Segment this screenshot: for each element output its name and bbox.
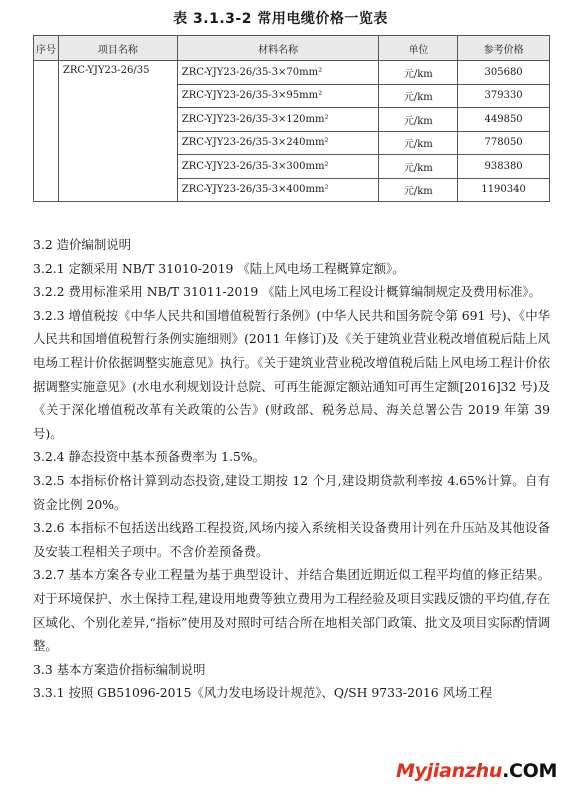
paragraph-3-2-4: 3.2.4 静态投资中基本预备费率为 1.5%。 bbox=[33, 449, 265, 465]
paragraph-3-2-3: 3.2.3 增值税按《中华人民共和国增值税暂行条例》(中华人民共和国务院令第 691 号)、《中华人民共和国增值税暂行条例实施细则》(2011 年修订)及《关于建筑业营业税改增值税后陆上风电场工程计价依据调整实施意见》执行。《关于建筑业营业税改增值税后陆上风电场工程计价依据调整实施意见》(水电水利规划设计总院、可再生能源定额站通知可再生定额[2016]32 号)及《关于深化增值税改革有关政策的公告》(财政部、税务总局、海关总署公告 2019 年第 39 号)。 bbox=[33, 307, 550, 441]
header-reference-price: 参考价格 bbox=[458, 36, 550, 61]
material-cell: ZRC-YJY23-26/35-3×95mm² bbox=[177, 84, 379, 108]
section-heading-3-2: 3.2 造价编制说明 bbox=[33, 237, 131, 252]
material-cell: ZRC-YJY23-26/35-3×70mm² bbox=[177, 61, 379, 85]
site-watermark bbox=[396, 760, 557, 782]
material-cell: ZRC-YJY23-26/35-3×120mm² bbox=[177, 108, 379, 132]
price-cell: 449850 bbox=[458, 108, 550, 132]
price-cell: 778050 bbox=[458, 131, 550, 155]
header-unit: 单位 bbox=[379, 36, 458, 61]
unit-cell: 元/km bbox=[379, 61, 458, 85]
price-cell: 305680 bbox=[458, 61, 550, 85]
price-cell: 938380 bbox=[458, 155, 550, 179]
paragraph-3-3-1: 3.3.1 按照 GB51096-2015《风力发电场设计规范》、Q/SH 9733-2016 风场工程 bbox=[33, 685, 493, 701]
material-cell: ZRC-YJY23-26/35-3×400mm² bbox=[177, 178, 379, 202]
material-cell: ZRC-YJY23-26/35-3×240mm² bbox=[177, 131, 379, 155]
header-project-name: 项目名称 bbox=[58, 36, 177, 61]
unit-cell: 元/km bbox=[379, 84, 458, 108]
paragraph-3-2-6: 3.2.6 本指标不包括送出线路工程投资,风场内接入系统相关设备费用计列在升压站及其他设备及安装工程相关子项中。不含价差预备费。 bbox=[33, 520, 550, 559]
paragraph-3-2-2: 3.2.2 费用标准采用 NB/T 31011-2019 《陆上风电场工程设计概算编制规定及费用标准》。 bbox=[33, 284, 541, 300]
table-row bbox=[34, 61, 550, 85]
cable-price-table bbox=[33, 35, 550, 202]
paragraph-3-2-5: 3.2.5 本指标价格计算到动态投资,建设工期按 12 个月,建设期贷款利率按 4.65%计算。自有资金比例 20%。 bbox=[33, 472, 550, 512]
table-title: 表 3.1.3-2 常用电缆价格一览表 bbox=[173, 11, 388, 27]
unit-cell: 元/km bbox=[379, 178, 458, 202]
unit-cell: 元/km bbox=[379, 108, 458, 132]
watermark-domain: .COM bbox=[502, 760, 558, 782]
cost-notes-body bbox=[33, 233, 550, 705]
paragraph-3-2-7: 3.2.7 基本方案各专业工程量为基于典型设计、并结合集团近期近似工程平均值的修正结果。对于环境保护、水土保持工程,建设用地费等独立费用为工程经验及项目实践反馈的平均值,存在区域化、个别化差异,“指标”使用及对照时可结合所在地相关部门政策、批文及项目实际酌情调整。 bbox=[33, 567, 550, 654]
header-index: 序号 bbox=[34, 36, 59, 61]
project-name-cell: ZRC-YJY23-26/35 bbox=[58, 61, 177, 202]
header-material-name: 材料名称 bbox=[177, 36, 379, 61]
watermark-name: Myjianzhu bbox=[396, 760, 503, 782]
paragraph-3-2-1: 3.2.1 定额采用 NB/T 31010-2019 《陆上风电场工程概算定额》。 bbox=[33, 260, 405, 276]
price-cell: 1190340 bbox=[458, 178, 550, 202]
unit-cell: 元/km bbox=[379, 155, 458, 179]
price-cell: 379330 bbox=[458, 84, 550, 108]
section-heading-3-3: 3.3 基本方案造价指标编制说明 bbox=[33, 661, 206, 677]
material-cell: ZRC-YJY23-26/35-3×300mm² bbox=[177, 155, 379, 179]
index-cell bbox=[34, 61, 59, 202]
unit-cell: 元/km bbox=[379, 131, 458, 155]
table-header-row bbox=[34, 36, 550, 61]
